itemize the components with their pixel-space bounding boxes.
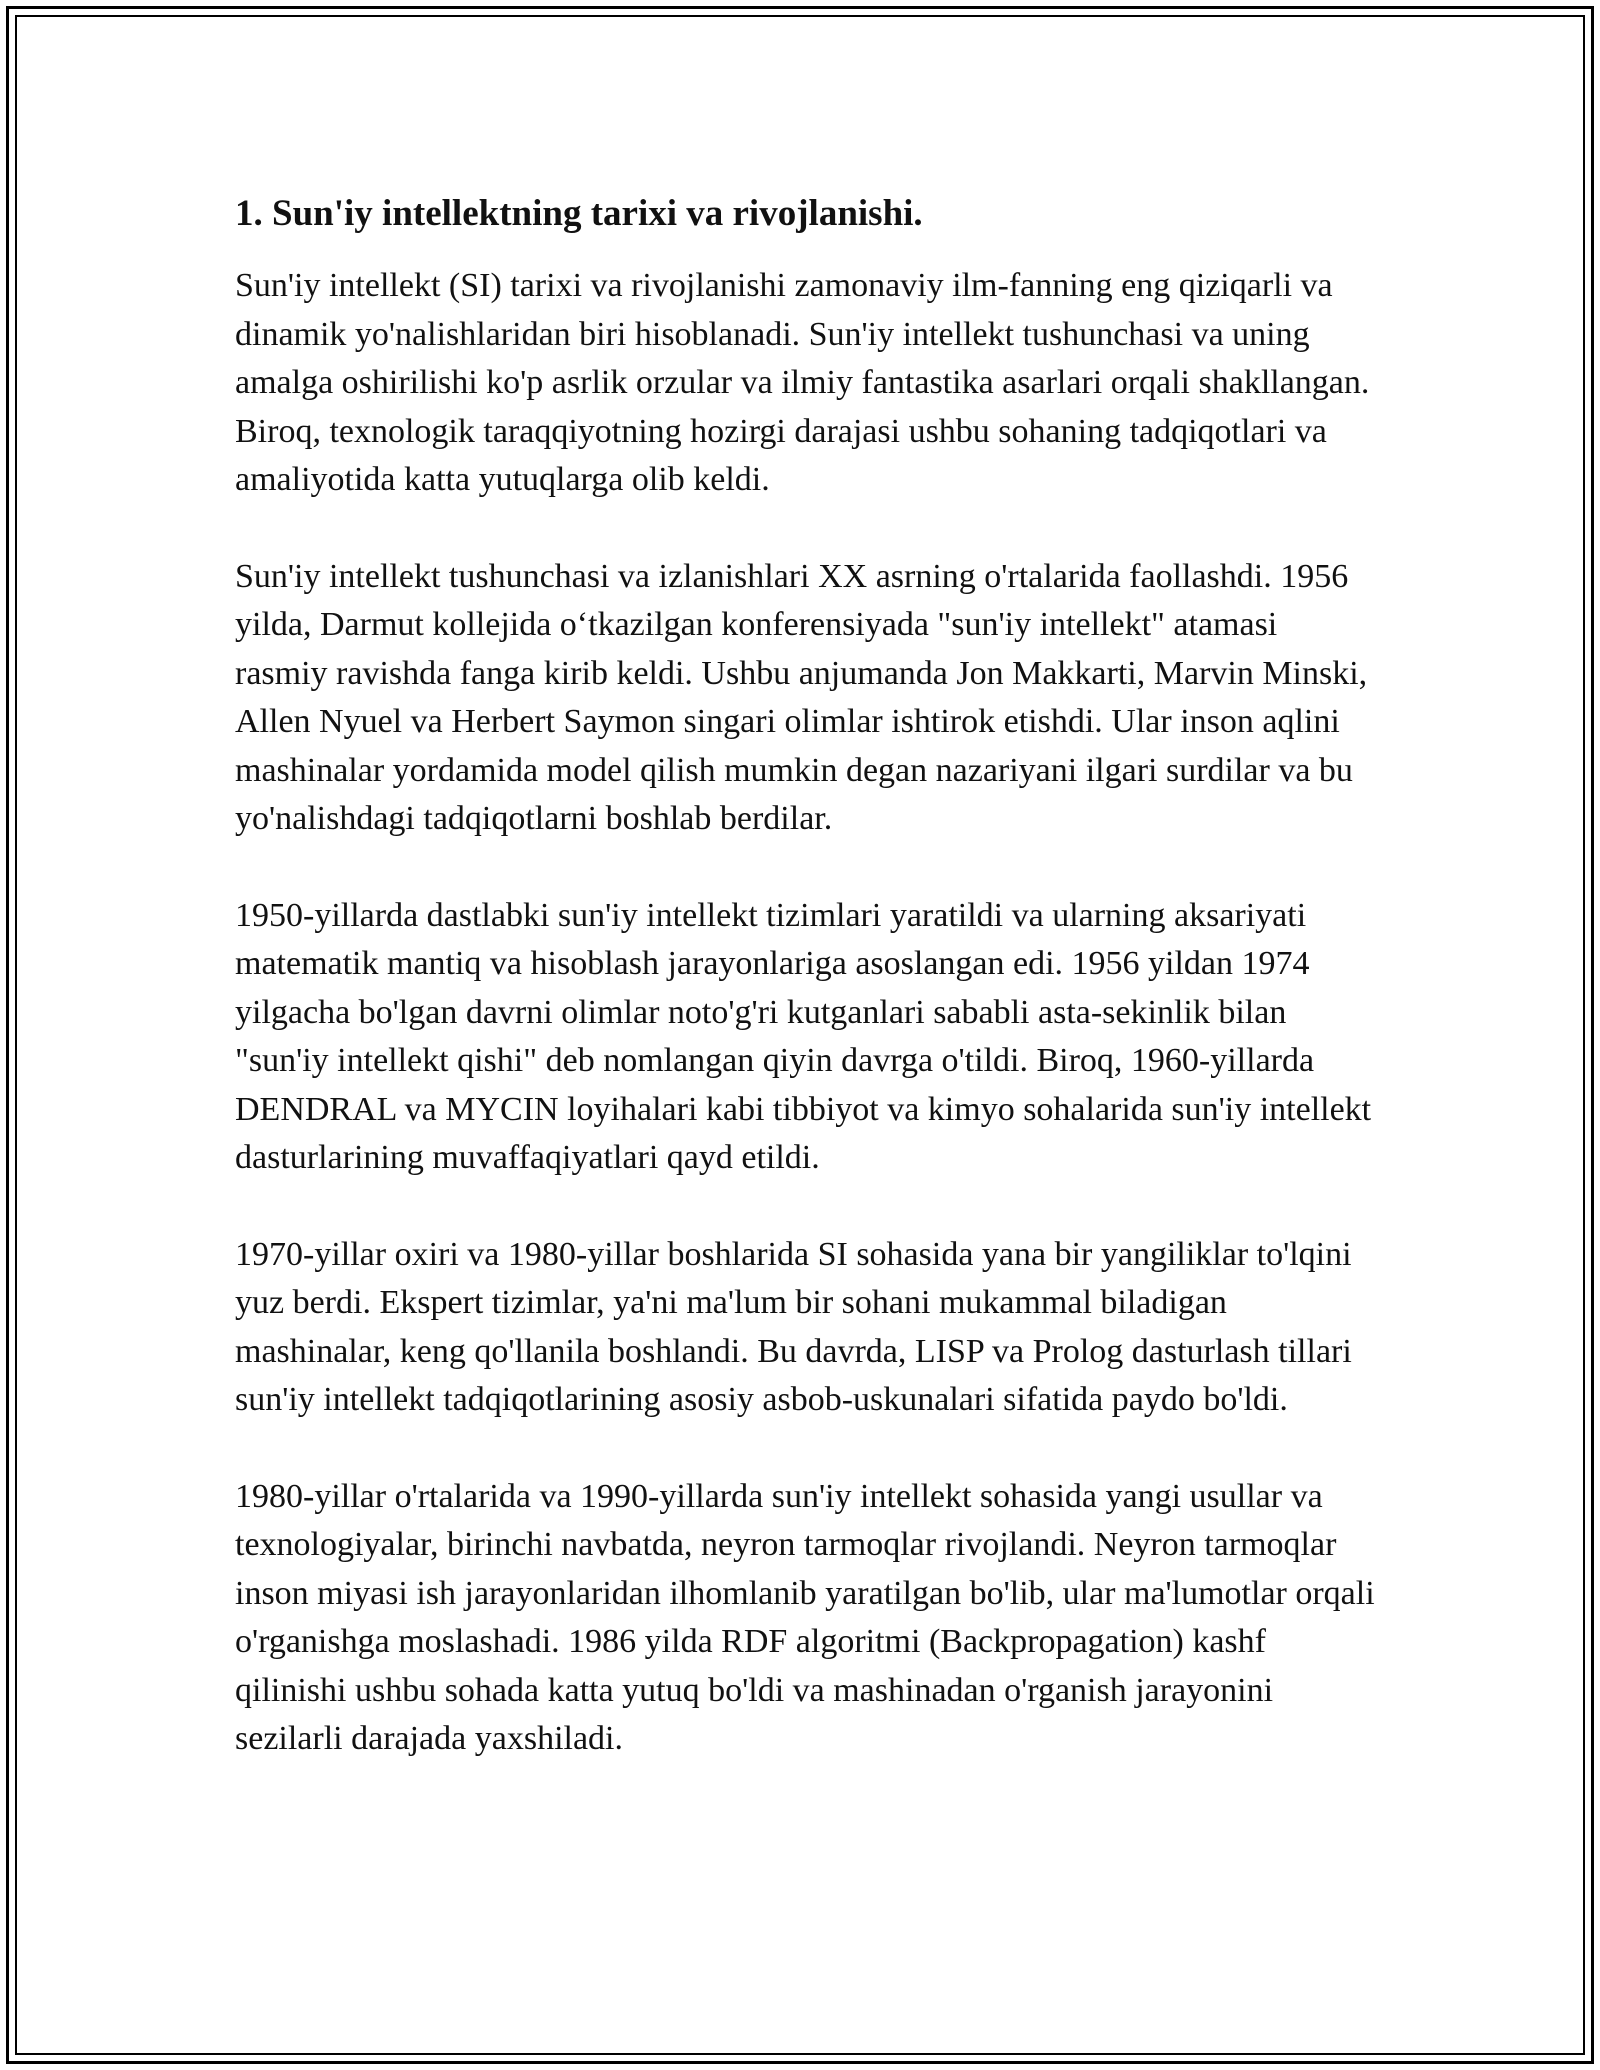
paragraph: 1970-yillar oxiri va 1980-yillar boshlarida SI sohasida yana bir yangiliklar to'lqini yuz berdi. Ekspert tizimlar, ya'ni ma'lum bir sohani mukammal biladigan mashinalar, keng qo'llanila boshlandi. Bu davrda, LISP va Prolog dasturlash tillari sun'iy intellekt tadqiqotlarining asosiy asbob-uskunalari sifatida paydo bo'ldi. — [235, 1235, 1352, 1418]
paragraph: Sun'iy intellekt (SI) tarixi va rivojlanishi zamonaviy ilm-fanning eng qiziqarli va dinamik yo'nalishlaridan biri hisoblanadi. Sun'iy intellekt tushunchasi va uning amalga oshirilishi ko'p asrlik orzular va ilmiy fantastika asarlari orqali shakllangan. Biroq, texnologik taraqqiyotning hozirgi darajasi ushbu sohaning tadqiqotlari va amaliyotida katta yutuqlarga olib keldi. — [235, 267, 1370, 498]
paragraph: 1980-yillar o'rtalarida va 1990-yillarda sun'iy intellekt sohasida yangi usullar va texnologiyalar, birinchi navbatda, neyron tarmoqlar rivojlandi. Neyron tarmoqlar inson miyasi ish jarayonlaridan ilhomlanib yaratilgan bo'lib, ular ma'lumotlar orqali o'rganishga moslashadi. 1986 yilda RDF algoritmi (Backpropagation) kashf qilinishi ushbu sohada katta yutuq bo'ldi va mashinadan o'rganish jarayonini sezilarli darajada yaxshiladi. — [235, 1477, 1375, 1757]
document-body — [235, 188, 1395, 1812]
paragraph: Sun'iy intellekt tushunchasi va izlanishlari XX asrning o'rtalarida faollashdi. 1956 yilda, Darmut kollejida o‘tkazilgan konferensiyada "sun'iy intellekt" atamasi rasmiy ravishda fanga kirib keldi. Ushbu anjumanda Jon Makkarti, Marvin Minski, Allen Nyuel va Herbert Saymon singari olimlar ishtirok etishdi. Ular inson aqlini mashinalar yordamida model qilish mumkin degan nazariyani ilgari surdilar va bu yo'nalishdagi tadqiqotlarni boshlab berdilar. — [235, 557, 1368, 837]
paragraph: 1950-yillarda dastlabki sun'iy intellekt tizimlari yaratildi va ularning aksariyati matematik mantiq va hisoblash jarayonlariga asoslangan edi. 1956 yildan 1974 yilgacha bo'lgan davrni olimlar noto'g'ri kutganlari sababli asta-sekinlik bilan "sun'iy intellekt qishi" deb nomlangan qiyin davrga o'tildi. Biroq, 1960-yillarda DENDRAL va MYCIN loyihalari kabi tibbiyot va kimyo sohalarida sun'iy intellekt dasturlarining muvaffaqiyatlari qayd etildi. — [235, 896, 1372, 1176]
document-title: 1. Sun'iy intellektning tarixi va rivojlanishi. — [235, 193, 923, 234]
